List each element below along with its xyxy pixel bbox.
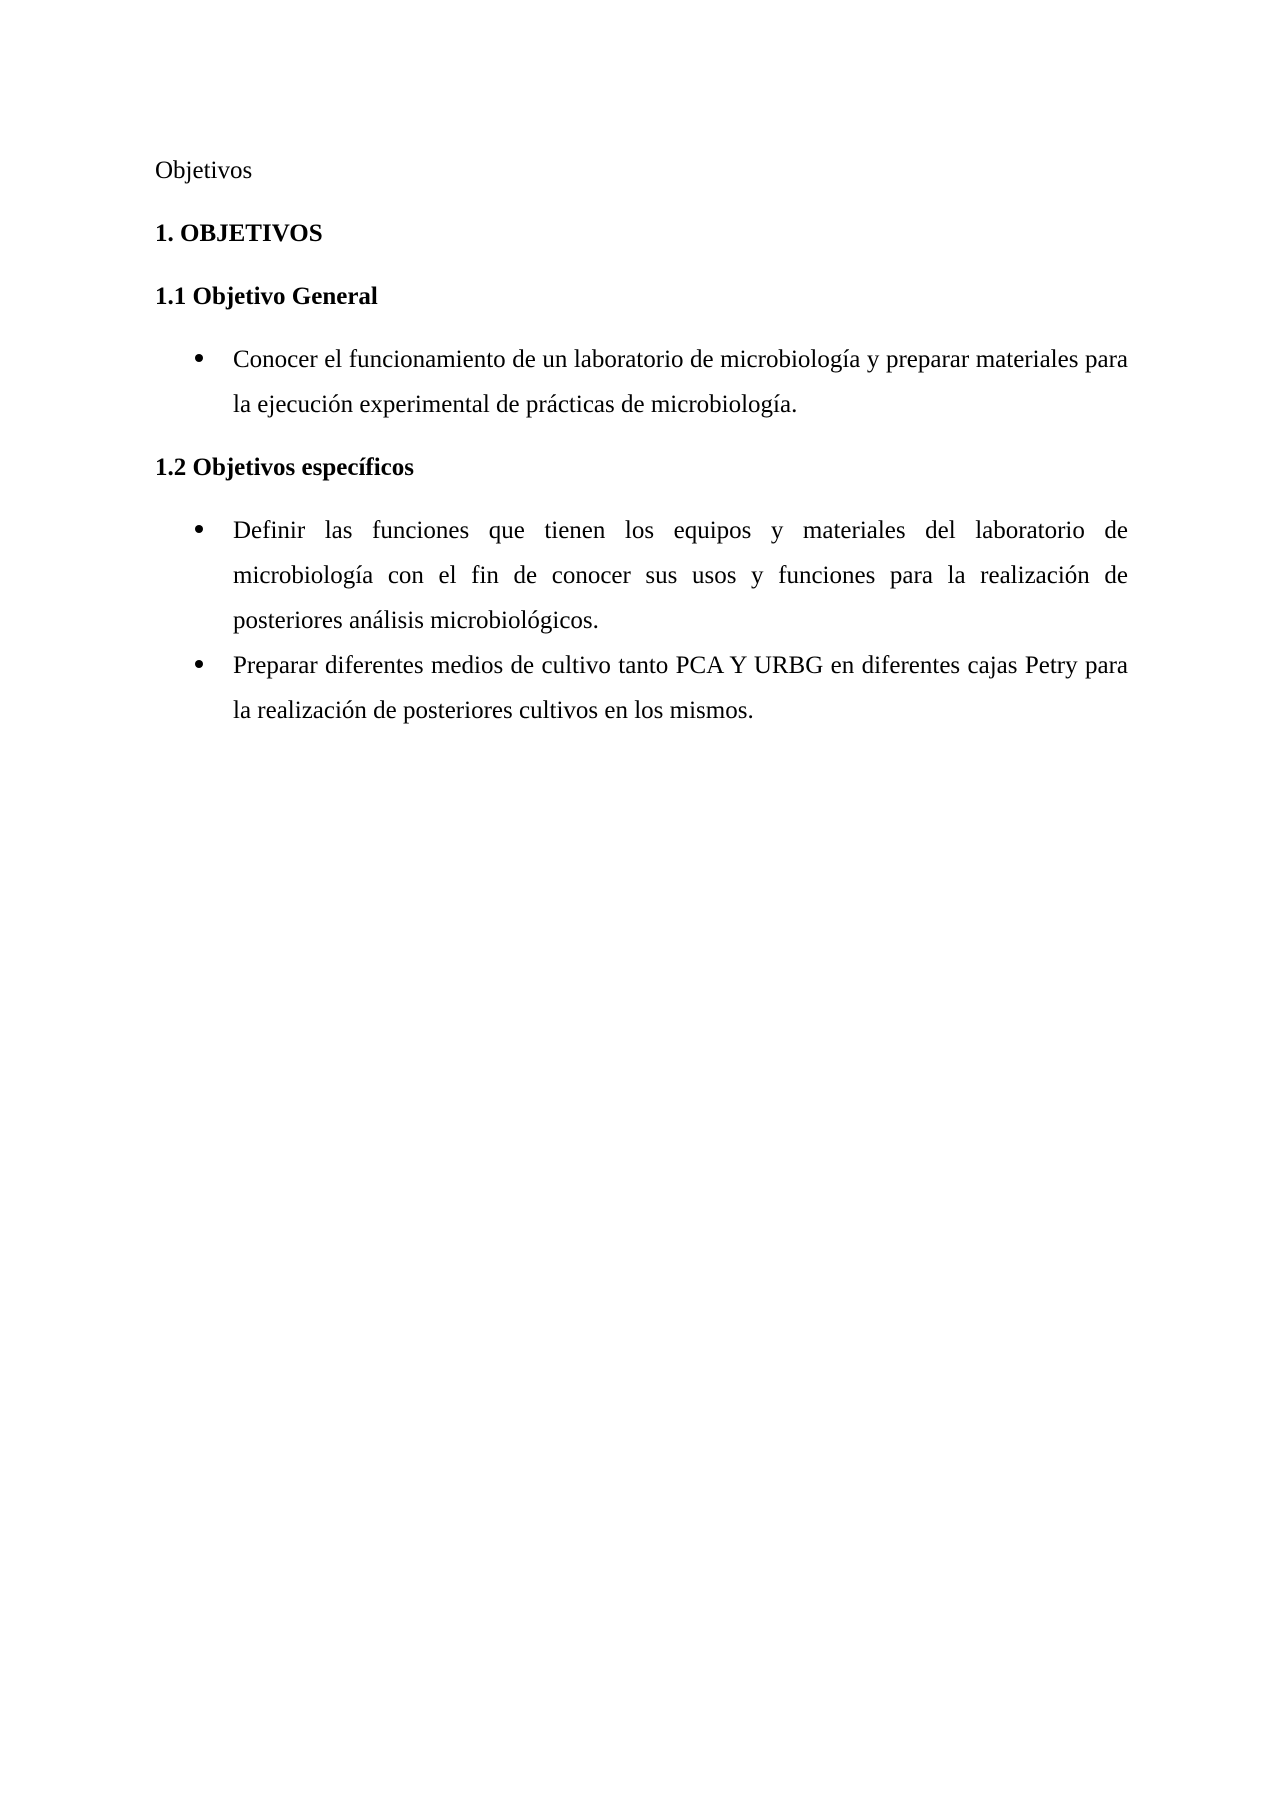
list-item: [155, 337, 1128, 427]
running-title: Objetivos: [155, 157, 253, 184]
bullet-icon: [195, 354, 203, 362]
bullet-icon: [195, 660, 203, 668]
specific-objectives-heading: 1.2 Objetivos específicos: [155, 454, 414, 481]
general-objective-heading: 1.1 Objetivo General: [155, 283, 378, 310]
specific-objectives-list: [155, 508, 1128, 733]
general-objective-list: [155, 337, 1128, 427]
list-item: [155, 508, 1128, 643]
list-item-text: Conocer el funcionamiento de un laboratorio de microbiología y preparar materiales para la ejecución experimental de prácticas de microbiología.: [233, 346, 1128, 418]
list-item: [155, 643, 1128, 733]
list-item-text: Preparar diferentes medios de cultivo tanto PCA Y URBG en diferentes cajas Petry para la realización de posteriores cultivos en los mismos.: [233, 652, 1128, 724]
page-content: [155, 148, 1128, 751]
section-heading: 1. OBJETIVOS: [155, 220, 323, 247]
list-item-text: Definir las funciones que tienen los equipos y materiales del laboratorio de microbiología con el fin de conocer sus usos y funciones para la realización de posteriores análisis microbiológicos.: [233, 517, 1128, 634]
bullet-icon: [195, 525, 203, 533]
